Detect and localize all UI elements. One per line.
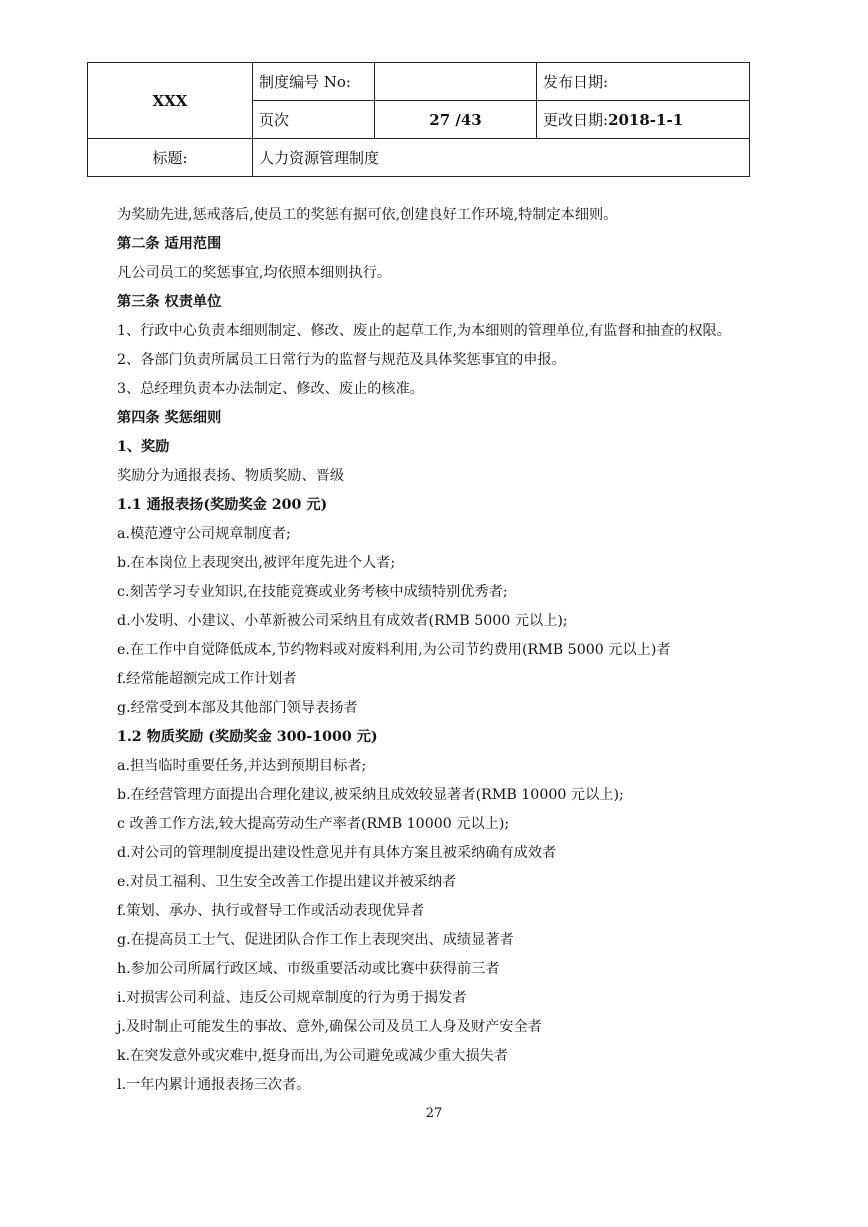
paragraph-line: f.策划、承办、执行或督导工作或活动表现优异者 (117, 903, 425, 919)
company-name: XXX (88, 63, 253, 139)
document-body (117, 201, 817, 1100)
paragraph-line: i.对损害公司利益、违反公司规章制度的行为勇于揭发者 (117, 990, 467, 1006)
paragraph-line: b.在本岗位上表现突出,被评年度先进个人者; (117, 555, 396, 571)
section-heading: 1、奖励 (117, 439, 170, 455)
paragraph-line: f.经常能超额完成工作计划者 (117, 671, 297, 687)
change-date-value: 2018-1-1 (608, 111, 684, 129)
title-value: 人力资源管理制度 (253, 139, 750, 177)
paragraph-line: g.在提高员工士气、促进团队合作工作上表现突出、成绩显著者 (117, 932, 514, 948)
paragraph-line: a.模范遵守公司规章制度者; (117, 526, 291, 542)
section-heading: 1.1 通报表扬(奖励奖金 200 元) (117, 497, 328, 513)
paragraph-line: 1、行政中心负责本细则制定、修改、废止的起草工作,为本细则的管理单位,有监督和抽查的权限。 (117, 323, 731, 339)
paragraph-line: c.刻苦学习专业知识,在技能竞赛或业务考核中成绩特别优秀者; (117, 584, 508, 600)
paragraph-line: j.及时制止可能发生的事故、意外,确保公司及员工人身及财产安全者 (117, 1019, 542, 1035)
paragraph-line: 凡公司员工的奖惩事宜,均依照本细则执行。 (117, 265, 392, 281)
paragraph-line: b.在经营管理方面提出合理化建议,被采纳且成效较显著者(RMB 10000 元以上); (117, 787, 624, 803)
publish-date-label: 发布日期: (537, 63, 750, 101)
page-number: 27 (425, 1106, 443, 1121)
paragraph-line: e.在工作中自觉降低成本,节约物料或对废料利用,为公司节约费用(RMB 5000 元以上)者 (117, 642, 671, 658)
change-date-cell (537, 101, 750, 139)
doc-no-label: 制度编号 No: (253, 63, 375, 101)
section-heading: 1.2 物质奖励 (奖励奖金 300-1000 元) (117, 729, 378, 745)
paragraph-line: e.对员工福利、卫生安全改善工作提出建议并被采纳者 (117, 874, 457, 890)
paragraph-line: k.在突发意外或灾难中,挺身而出,为公司避免或减少重大损失者 (117, 1048, 509, 1064)
paragraph-line: 3、总经理负责本办法制定、修改、废止的核准。 (117, 381, 424, 397)
document-header-table (87, 62, 750, 177)
title-label: 标题: (88, 139, 253, 177)
paragraph-line: 2、各部门负责所属员工日常行为的监督与规范及具体奖惩事宜的申报。 (117, 352, 566, 368)
paragraph-line: c 改善工作方法,较大提高劳动生产率者(RMB 10000 元以上); (117, 816, 510, 832)
paragraph-line: d.小发明、小建议、小革新被公司采纳且有成效者(RMB 5000 元以上); (117, 613, 568, 629)
paragraph-line: h.参加公司所属行政区域、市级重要活动或比赛中获得前三者 (117, 961, 500, 977)
page-value: 27 /43 (375, 101, 537, 139)
paragraph-line: a.担当临时重要任务,并达到预期目标者; (117, 758, 367, 774)
paragraph-line: 为奖励先进,惩戒落后,使员工的奖惩有据可依,创建良好工作环境,特制定本细则。 (117, 207, 618, 223)
section-heading: 第三条 权责单位 (117, 294, 222, 310)
doc-no-value (375, 63, 537, 101)
paragraph-line: 奖励分为通报表扬、物质奖励、晋级 (117, 468, 345, 484)
paragraph-line: d.对公司的管理制度提出建设性意见并有具体方案且被采纳确有成效者 (117, 845, 557, 861)
section-heading: 第二条 适用范围 (117, 236, 222, 252)
page-label: 页次 (253, 101, 375, 139)
paragraph-line: g.经常受到本部及其他部门领导表扬者 (117, 700, 358, 716)
section-heading: 第四条 奖惩细则 (117, 410, 222, 426)
paragraph-line: l.一年内累计通报表扬三次者。 (117, 1077, 311, 1093)
change-date-label: 更改日期: (543, 111, 609, 129)
